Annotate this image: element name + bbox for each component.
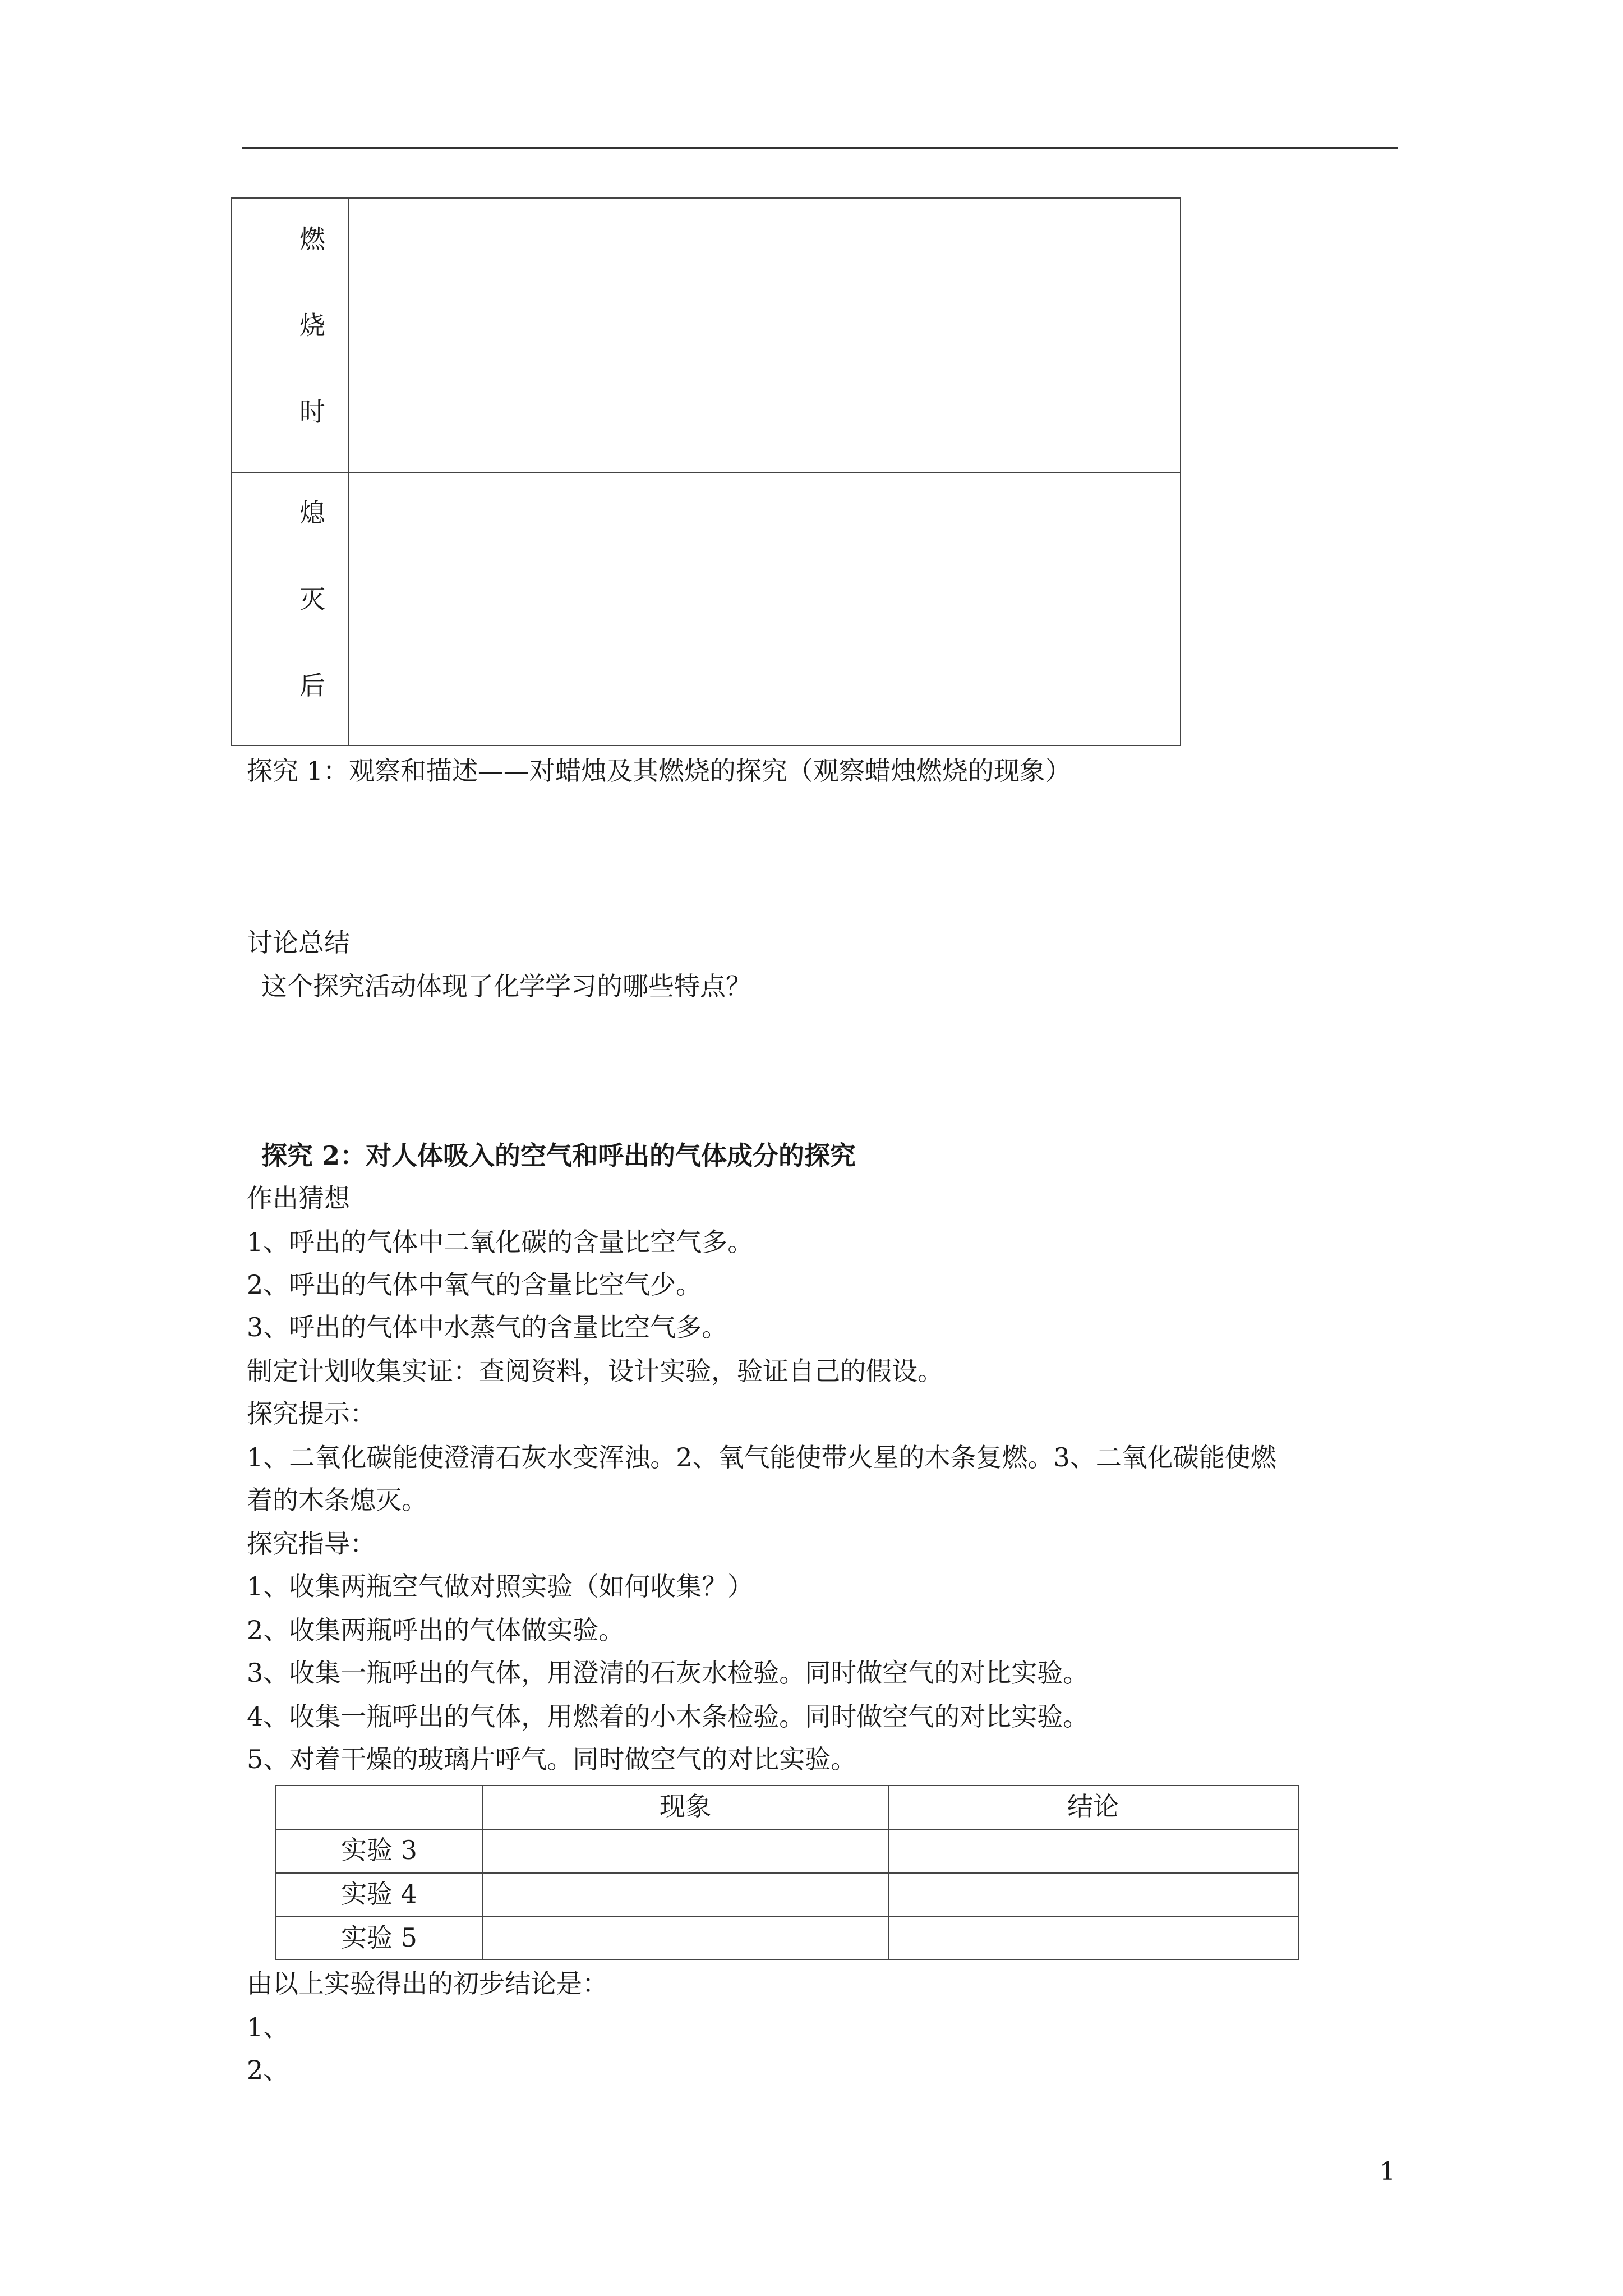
table-row-label: 实验 4 [341, 1879, 417, 1909]
row-label-char: 燃 [299, 224, 325, 254]
explore2-title: 探究 2：对人体吸入的空气和呼出的气体成分的探究 [261, 1140, 856, 1171]
hypothesis-heading: 作出猜想 [247, 1183, 350, 1213]
table-row-divider [232, 472, 1180, 473]
column-header-conclusion: 结论 [1067, 1791, 1119, 1821]
hypothesis-item: 2、呼出的气体中氧气的含量比空气少。 [247, 1269, 702, 1300]
row-label-char: 烧 [299, 310, 325, 341]
hint-heading: 探究提示： [247, 1398, 376, 1429]
column-header-phenomenon: 现象 [660, 1791, 711, 1821]
experiment-results-table [275, 1785, 1299, 1960]
explore1-title: 探究 1：观察和描述——对蜡烛及其燃烧的探究（观察蜡烛燃烧的现象） [247, 756, 1071, 786]
row-label-char: 熄 [299, 498, 325, 528]
row-label-char: 时 [299, 397, 325, 427]
page-number: 1 [1380, 2157, 1395, 2186]
table-row-divider [276, 1916, 1298, 1917]
hint-line: 着的木条熄灭。 [247, 1485, 427, 1515]
plan-text: 制定计划收集实证：查阅资料，设计实验，验证自己的假设。 [247, 1356, 943, 1386]
guide-item: 5、对着干燥的玻璃片呼气。同时做空气的对比实验。 [247, 1744, 857, 1774]
hypothesis-item: 3、呼出的气体中水蒸气的含量比空气多。 [247, 1312, 728, 1342]
guide-item: 1、收集两瓶空气做对照实验（如何收集？） [247, 1571, 754, 1602]
table-row-label: 实验 5 [341, 1922, 417, 1953]
guide-item: 3、收集一瓶呼出的气体，用澄清的石灰水检验。同时做空气的对比实验。 [247, 1658, 1089, 1688]
conclusion-heading: 由以上实验得出的初步结论是： [247, 1968, 608, 1999]
conclusion-item: 2、 [247, 2055, 289, 2085]
row-label-char: 灭 [299, 584, 325, 614]
guide-item: 2、收集两瓶呼出的气体做实验。 [247, 1615, 625, 1645]
table-row-divider [276, 1829, 1298, 1830]
discussion-heading: 讨论总结 [247, 927, 350, 958]
table-row-label: 实验 3 [341, 1835, 417, 1865]
row-label-char: 后 [299, 670, 325, 701]
guide-heading: 探究指导： [247, 1529, 376, 1559]
discussion-question: 这个探究活动体现了化学学习的哪些特点？ [261, 971, 751, 1001]
observation-table [231, 197, 1181, 746]
header-rule [242, 147, 1398, 149]
hypothesis-item: 1、呼出的气体中二氧化碳的含量比空气多。 [247, 1227, 754, 1257]
table-row-divider [276, 1872, 1298, 1874]
guide-item: 4、收集一瓶呼出的气体，用燃着的小木条检验。同时做空气的对比实验。 [247, 1701, 1089, 1732]
table-column-divider [348, 199, 349, 745]
conclusion-item: 1、 [247, 2012, 289, 2042]
hint-line: 1、二氧化碳能使澄清石灰水变浑浊。2、氧气能使带火星的木条复燃。3、二氧化碳能使燃 [247, 1442, 1276, 1473]
